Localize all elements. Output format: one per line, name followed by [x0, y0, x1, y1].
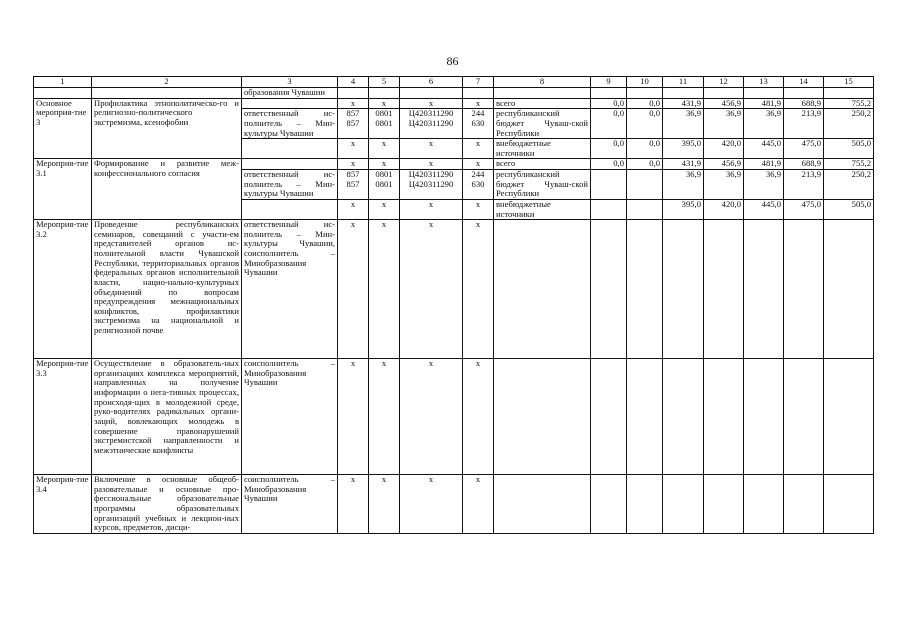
- funding-source-cell: всего: [494, 98, 591, 109]
- column-header: 4: [338, 77, 369, 88]
- table-row: [34, 98, 874, 109]
- table-cell: [92, 88, 242, 99]
- target-article-cell: х: [400, 359, 463, 475]
- amount-cell: 420,0: [704, 199, 744, 219]
- expense-type-cell: х: [463, 98, 494, 109]
- funding-source-cell: республиканский бюджет Чуваш-ской Республики: [494, 170, 591, 200]
- grbs-cell: х: [338, 475, 369, 534]
- amount-cell: 688,9: [784, 159, 824, 170]
- activity-3-1-code: Мероприя-тие 3.1: [34, 159, 92, 220]
- amount-cell: [627, 170, 663, 200]
- amount-cell: 36,9: [744, 170, 784, 200]
- amount-cell: 0,0: [591, 98, 627, 109]
- amount-cell: 475,0: [784, 199, 824, 219]
- column-header: 3: [242, 77, 338, 88]
- table-cell: [369, 88, 400, 99]
- amount-cell: 481,9: [744, 98, 784, 109]
- table-cell: [627, 88, 663, 99]
- expense-type-cell: х: [463, 359, 494, 475]
- expense-type-cell: х: [463, 475, 494, 534]
- column-header: 1: [34, 77, 92, 88]
- column-header: 14: [784, 77, 824, 88]
- amount-cell: [591, 220, 627, 359]
- section-cell: х: [369, 359, 400, 475]
- table-cell: [34, 88, 92, 99]
- table-cell: [663, 88, 704, 99]
- amount-cell: 213,9: [784, 170, 824, 200]
- section-cell: х: [369, 199, 400, 219]
- amount-cell: [824, 359, 874, 475]
- amount-cell: 0,0: [627, 98, 663, 109]
- amount-cell: [663, 475, 704, 534]
- executor-cell: соисполнитель – Минобразования Чувашии: [242, 359, 338, 475]
- grbs-cell: х: [338, 359, 369, 475]
- executor-cell: ответственный ис-полнитель – Мин-культуры Чувашии, соисполнитель – Минобразования Чувашии: [242, 220, 338, 359]
- amount-cell: [704, 220, 744, 359]
- amount-cell: [704, 475, 744, 534]
- amount-cell: 395,0: [663, 139, 704, 159]
- table-cell: [824, 88, 874, 99]
- amount-cell: 431,9: [663, 159, 704, 170]
- section-cell: х: [369, 475, 400, 534]
- amount-cell: [704, 359, 744, 475]
- table-row: [34, 88, 874, 99]
- table-cell: [463, 88, 494, 99]
- table-row: [34, 220, 874, 359]
- target-article-cell: х: [400, 98, 463, 109]
- amount-cell: [784, 475, 824, 534]
- target-article-cell: х: [400, 475, 463, 534]
- amount-cell: 688,9: [784, 98, 824, 109]
- amount-cell: 250,2: [824, 109, 874, 139]
- column-header: 5: [369, 77, 400, 88]
- amount-cell: 36,9: [704, 109, 744, 139]
- target-article-cell: х: [400, 139, 463, 159]
- amount-cell: [494, 475, 591, 534]
- amount-cell: 481,9: [744, 159, 784, 170]
- amount-cell: [784, 359, 824, 475]
- target-article-cell: х: [400, 159, 463, 170]
- table-cell: [744, 88, 784, 99]
- amount-cell: 0,0: [591, 109, 627, 139]
- grbs-cell: 857 857: [338, 170, 369, 200]
- amount-cell: 475,0: [784, 139, 824, 159]
- column-header: 8: [494, 77, 591, 88]
- table-row: [34, 159, 874, 170]
- expense-type-cell: 244 630: [463, 170, 494, 200]
- executor-cell: [242, 159, 338, 170]
- grbs-cell: х: [338, 199, 369, 219]
- section-cell: х: [369, 220, 400, 359]
- activity-3-4-name: Включение в основные общеоб-разовательные и основные про-фессиональные образовательные программы образовательных организаций учебных и лекцион-ных курсов, предметов, дисци-: [92, 475, 242, 534]
- target-article-cell: х: [400, 220, 463, 359]
- executor-cell: [242, 139, 338, 159]
- amount-cell: 445,0: [744, 199, 784, 219]
- expense-type-cell: 244 630: [463, 109, 494, 139]
- expense-type-cell: х: [463, 199, 494, 219]
- carry-over-text: образования Чувашии: [242, 88, 338, 99]
- amount-cell: 36,9: [663, 109, 704, 139]
- amount-cell: 456,9: [704, 159, 744, 170]
- amount-cell: 755,2: [824, 159, 874, 170]
- amount-cell: 0,0: [591, 159, 627, 170]
- page-number: 86: [446, 54, 459, 68]
- grbs-cell: х: [338, 159, 369, 170]
- activity-3-2-name: Проведение республиканских семинаров, совещаний с участи-ем представителей органов ис-полнительной власти Чувашской Республики, территориальных органов федеральных органов исполнительной власти, нацио-нально-культурных объединений по вопросам предупреждения межнациональных конфликтов, профилактики экстремизма на национальной и религиозной почве: [92, 220, 242, 359]
- target-article-cell: х: [400, 199, 463, 219]
- executor-cell: [242, 199, 338, 219]
- column-header: 12: [704, 77, 744, 88]
- amount-cell: 36,9: [744, 109, 784, 139]
- table-cell: [704, 88, 744, 99]
- amount-cell: 36,9: [704, 170, 744, 200]
- amount-cell: [591, 359, 627, 475]
- amount-cell: [824, 220, 874, 359]
- amount-cell: [627, 199, 663, 219]
- amount-cell: 505,0: [824, 139, 874, 159]
- table-row: [34, 359, 874, 475]
- activity-3-4-code: Мероприя-тие 3.4: [34, 475, 92, 534]
- grbs-cell: х: [338, 139, 369, 159]
- amount-cell: 456,9: [704, 98, 744, 109]
- executor-cell: [242, 98, 338, 109]
- amount-cell: 0,0: [627, 109, 663, 139]
- amount-cell: 36,9: [663, 170, 704, 200]
- table-row: [34, 475, 874, 534]
- column-header: 2: [92, 77, 242, 88]
- amount-cell: [627, 220, 663, 359]
- amount-cell: [663, 359, 704, 475]
- activity-3-2-code: Мероприя-тие 3.2: [34, 220, 92, 359]
- table-cell: [400, 88, 463, 99]
- grbs-cell: х: [338, 98, 369, 109]
- column-header: 13: [744, 77, 784, 88]
- executor-cell: ответственный ис-полнитель – Мин-культуры Чувашии: [242, 170, 338, 200]
- amount-cell: 0,0: [627, 139, 663, 159]
- funding-source-cell: внебюджетные источники: [494, 139, 591, 159]
- amount-cell: [744, 220, 784, 359]
- section-cell: х: [369, 159, 400, 170]
- section-cell: х: [369, 139, 400, 159]
- amount-cell: [494, 359, 591, 475]
- executor-cell: соисполнитель – Минобразования Чувашии: [242, 475, 338, 534]
- column-header: 7: [463, 77, 494, 88]
- activity-3-3-name: Осуществление в образователь-ных организациях комплекса мероприятий, направленных на получение информации о нега-тивных процессах, происходя-щих в молодежной среде, руко-водителях радикальных органи-заций, вовлекающих молодежь в совершение правонарушений экстремистской направленности и межэтнические конфликты: [92, 359, 242, 475]
- table-cell: [494, 88, 591, 99]
- column-header: 10: [627, 77, 663, 88]
- table-cell: [784, 88, 824, 99]
- amount-cell: 431,9: [663, 98, 704, 109]
- section-cell: х: [369, 98, 400, 109]
- section-cell: 0801 0801: [369, 170, 400, 200]
- column-header: 15: [824, 77, 874, 88]
- amount-cell: [663, 220, 704, 359]
- funding-source-cell: внебюджетные источники: [494, 199, 591, 219]
- main-activity-3-code: Основное мероприя-тие 3: [34, 98, 92, 159]
- amount-cell: 420,0: [704, 139, 744, 159]
- amount-cell: [591, 475, 627, 534]
- amount-cell: 445,0: [744, 139, 784, 159]
- target-article-cell: Ц420311290 Ц420311290: [400, 170, 463, 200]
- amount-cell: [494, 220, 591, 359]
- grbs-cell: х: [338, 220, 369, 359]
- amount-cell: [744, 475, 784, 534]
- column-header: 9: [591, 77, 627, 88]
- column-header: 6: [400, 77, 463, 88]
- header-row: [34, 77, 874, 88]
- expense-type-cell: х: [463, 220, 494, 359]
- funding-source-cell: всего: [494, 159, 591, 170]
- main-activity-3-name: Профилактика этнополитическо-го и религиозно-политического экстремизма, ксенофобии: [92, 98, 242, 159]
- section-cell: 0801 0801: [369, 109, 400, 139]
- expense-type-cell: х: [463, 159, 494, 170]
- funding-source-cell: республиканский бюджет Чуваш-ской Республики: [494, 109, 591, 139]
- table-cell: [591, 88, 627, 99]
- amount-cell: [591, 170, 627, 200]
- grbs-cell: 857 857: [338, 109, 369, 139]
- amount-cell: 505,0: [824, 199, 874, 219]
- amount-cell: 250,2: [824, 170, 874, 200]
- amount-cell: 0,0: [591, 139, 627, 159]
- amount-cell: 213,9: [784, 109, 824, 139]
- amount-cell: [824, 475, 874, 534]
- amount-cell: 755,2: [824, 98, 874, 109]
- amount-cell: 395,0: [663, 199, 704, 219]
- amount-cell: 0,0: [627, 159, 663, 170]
- target-article-cell: Ц420311290 Ц420311290: [400, 109, 463, 139]
- table-cell: [338, 88, 369, 99]
- amount-cell: [627, 359, 663, 475]
- amount-cell: [627, 475, 663, 534]
- expense-type-cell: х: [463, 139, 494, 159]
- activity-3-1-name: Формирование и развитие меж-конфессионального согласия: [92, 159, 242, 220]
- column-header: 11: [663, 77, 704, 88]
- executor-cell: ответственный ис-полнитель – Мин-культуры Чувашии: [242, 109, 338, 139]
- amount-cell: [591, 199, 627, 219]
- amount-cell: [784, 220, 824, 359]
- activity-3-3-code: Мероприя-тие 3.3: [34, 359, 92, 475]
- program-table: [33, 76, 874, 534]
- amount-cell: [744, 359, 784, 475]
